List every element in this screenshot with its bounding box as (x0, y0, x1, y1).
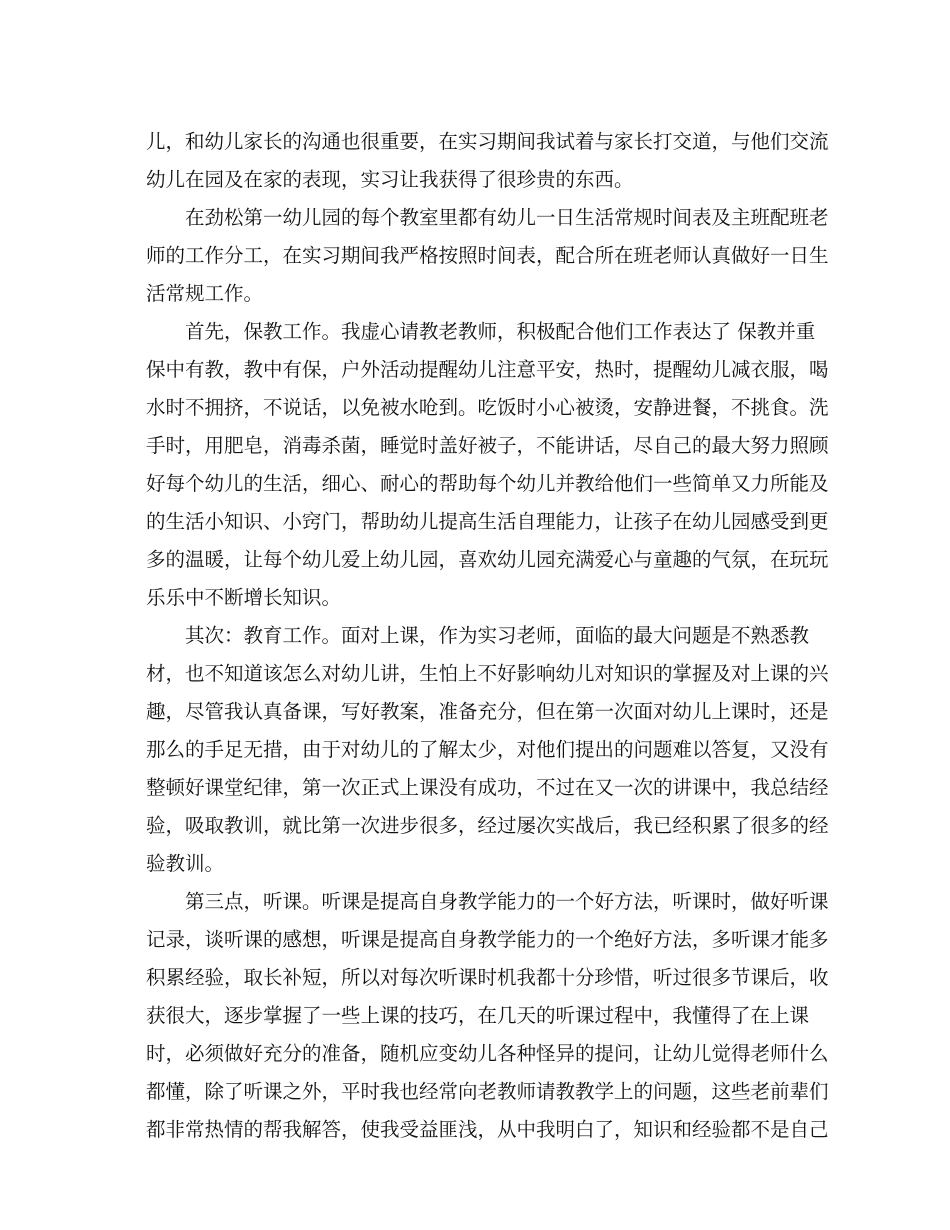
text-line: 材，也不知道该怎么对幼儿讲，生怕上不好影响幼儿对知识的掌握及对上课的兴 (146, 662, 829, 685)
paragraph-start-line: 在劲松第一幼儿园的每个教室里都有幼儿一日生活常规时间表及主班配班老 (185, 206, 829, 229)
text-line: 的生活小知识、小窍门，帮助幼儿提高生活自理能力，让孩子在幼儿园感受到更 (146, 510, 829, 533)
text-line: 获很大，逐步掌握了一些上课的技巧，在几天的听课过程中，我懂得了在上课 (146, 1004, 810, 1027)
text-line: 好每个幼儿的生活，细心、耐心的帮助每个幼儿并教给他们一些简单又力所能及 (146, 472, 829, 495)
text-line: 幼儿在园及在家的表现，实习让我获得了很珍贵的东西。 (146, 168, 634, 191)
text-line: 保中有教，教中有保，户外活动提醒幼儿注意平安，热时，提醒幼儿减衣服，喝 (146, 358, 829, 381)
text-line: 积累经验，取长补短，所以对每次听课时机我都十分珍惜，听过很多节课后，收 (146, 966, 829, 989)
paragraph-start-line: 其次：教育工作。面对上课，作为实习老师，面临的最大问题是不熟悉教 (185, 624, 810, 647)
text-line: 水时不拥挤，不说话，以免被水呛到。吃饭时小心被烫，安静进餐，不挑食。洗 (146, 396, 829, 419)
text-line: 验教训。 (146, 852, 225, 875)
text-line: 多的温暖，让每个幼儿爱上幼儿园，喜欢幼儿园充满爱心与童趣的气氛，在玩玩 (146, 548, 829, 571)
text-line: 儿，和幼儿家长的沟通也很重要，在实习期间我试着与家长打交道，与他们交流 (146, 130, 829, 153)
paragraph-start-line: 首先，保教工作。我虚心请教老教师，积极配合他们工作表达了 保教并重 (185, 320, 816, 343)
text-line: 手时，用肥皂，消毒杀菌，睡觉时盖好被子，不能讲话，尽自己的最大努力照顾 (146, 434, 829, 457)
text-line: 都非常热情的帮我解答，使我受益匪浅，从中我明白了，知识和经验都不是自己 (146, 1118, 829, 1141)
text-line: 师的工作分工，在实习期间我严格按照时间表，配合所在班老师认真做好一日生 (146, 244, 829, 267)
text-line: 整顿好课堂纪律，第一次正式上课没有成功，不过在又一次的讲课中，我总结经 (146, 776, 829, 799)
text-line: 那么的手足无措，由于对幼儿的了解太少，对他们提出的问题难以答复，又没有 (146, 738, 829, 761)
text-line: 验，吸取教训，就比第一次进步很多，经过屡次实战后，我已经积累了很多的经 (146, 814, 829, 837)
text-line: 时，必须做好充分的准备，随机应变幼儿各种怪异的提问，让幼儿觉得老师什么 (146, 1042, 829, 1065)
paragraph-start-line: 第三点，听课。听课是提高自身教学能力的一个好方法，听课时，做好听课 (185, 890, 829, 913)
text-line: 活常规工作。 (146, 282, 264, 305)
text-line: 都懂，除了听课之外，平时我也经常向老教师请教教学上的问题，这些老前辈们 (146, 1080, 829, 1103)
text-line: 记录，谈听课的感想，听课是提高自身教学能力的一个绝好方法，多听课才能多 (146, 928, 829, 951)
text-line: 趣，尽管我认真备课，写好教案，准备充分，但在第一次面对幼儿上课时，还是 (146, 700, 829, 723)
text-line: 乐乐中不断增长知识。 (146, 586, 342, 609)
